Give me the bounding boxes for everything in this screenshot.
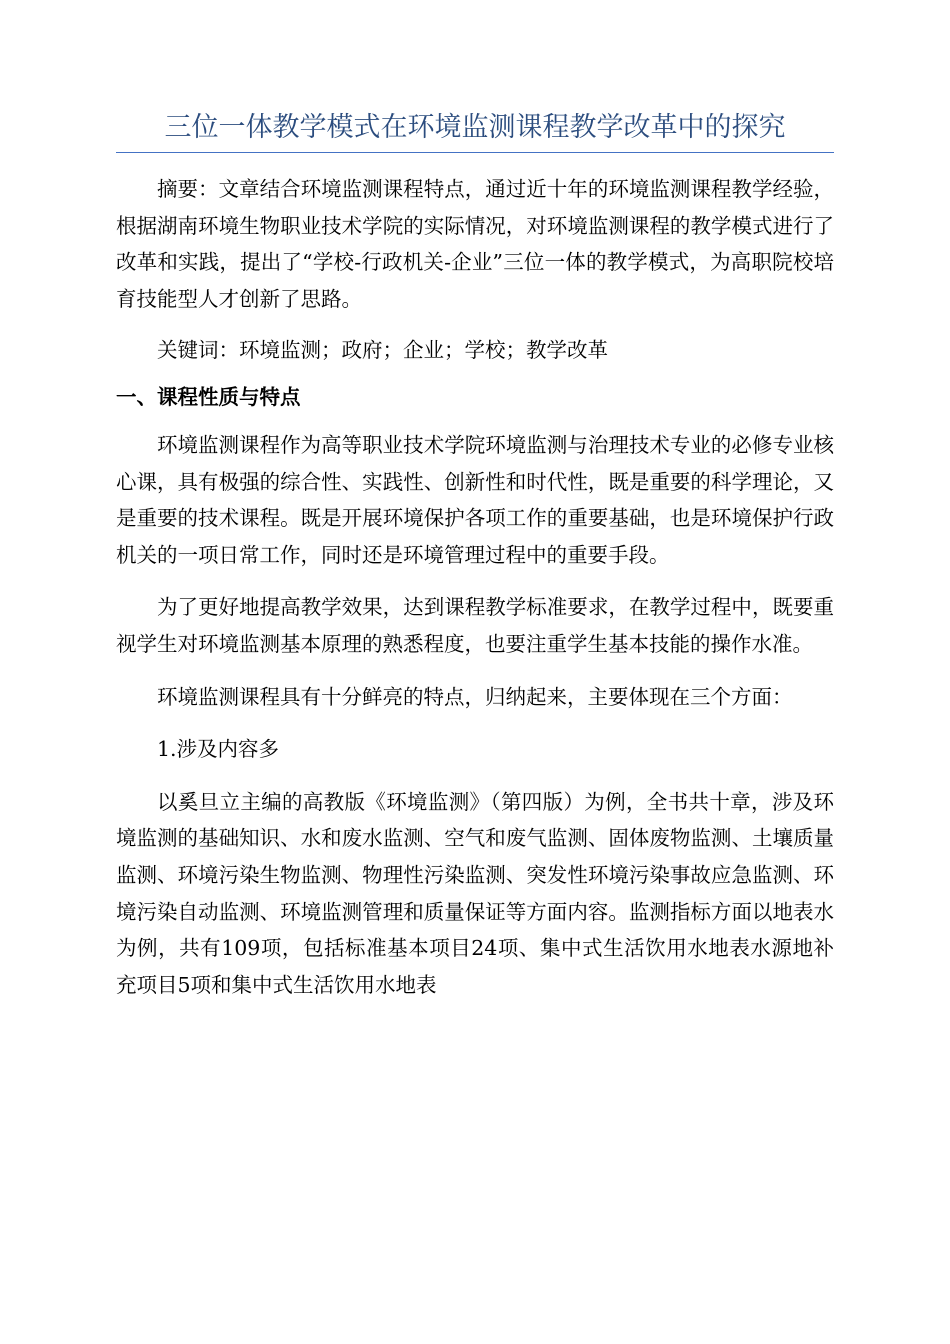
keywords-line: 关键词：环境监测；政府；企业；学校；教学改革 [157, 338, 608, 363]
document-title: 三位一体教学模式在环境监测课程教学改革中的探究 [116, 108, 834, 153]
abstract-paragraph: 摘要：文章结合环境监测课程特点，通过近十年的环境监测课程教学经验，根据湖南环境生物职业技术学院的实际情况，对环境监测课程的教学模式进行了改革和实践，提出了“学校-行政机关-企业”三位一体的教学模式，为高职院校培育技能型人才创新了思路。 [116, 177, 834, 311]
body-paragraph-4: 以奚旦立主编的高教版《环境监测》（第四版）为例，全书共十章，涉及环境监测的基础知识、水和废水监测、空气和废气监测、固体废物监测、土壤质量监测、环境污染生物监测、物理性污染监测、突发性环境污染事故应急监测、环境污染自动监测、环境监测管理和质量保证等方面内容。监测指标方面以地表水为例，共有109项，包括标准基本项目24项、集中式生活饮用水地表水源地补充项目5项和集中式生活饮用水地表 [116, 789, 834, 997]
body-paragraph-1: 环境监测课程作为高等职业技术学院环境监测与治理技术专业的必修专业核心课，具有极强的综合性、实践性、创新性和时代性，既是重要的科学理论，又是重要的技术课程。既是开展环境保护各项工作的重要基础，也是环境保护行政机关的一项日常工作，同时还是环境管理过程中的重要手段。 [116, 432, 834, 567]
body-paragraph-2: 为了更好地提高教学效果，达到课程教学标准要求，在教学过程中，既要重视学生对环境监测基本原理的熟悉程度，也要注重学生基本技能的操作水准。 [116, 595, 834, 656]
body-paragraph-3: 环境监测课程具有十分鲜亮的特点，归纳起来，主要体现在三个方面： [157, 684, 793, 709]
section-heading-1: 一、课程性质与特点 [116, 384, 301, 409]
subheading-1: 1.涉及内容多 [157, 737, 280, 762]
document-page [116, 108, 834, 1003]
